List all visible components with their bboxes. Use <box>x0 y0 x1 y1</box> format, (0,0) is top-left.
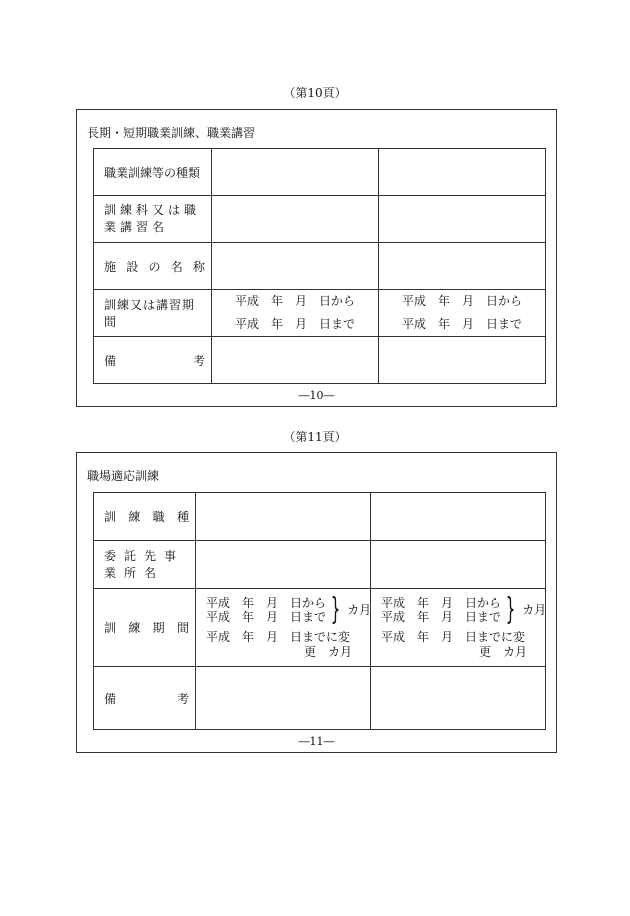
cell-training-type-2[interactable] <box>379 149 546 196</box>
extension-line-1: 平成 年 月 日までに変 <box>381 629 526 644</box>
label-char: 期 <box>152 621 165 635</box>
label-job-type <box>104 508 189 525</box>
page-label-11: （第11頁） <box>283 430 347 444</box>
page-label-10: （第10頁） <box>283 86 347 100</box>
right-brace-icon: } <box>330 591 341 627</box>
label-char: 訓 <box>104 621 117 635</box>
label-char: 考 <box>176 691 189 706</box>
period-from: 平成 年 月 日から <box>234 294 355 308</box>
label-training-period <box>104 619 189 636</box>
cell-contractor-2[interactable] <box>371 541 546 589</box>
cell-job-type-2[interactable] <box>371 493 546 541</box>
label-char: の <box>148 259 161 274</box>
months-label: カ月 <box>522 603 547 617</box>
cell-remarks-1[interactable] <box>212 337 379 384</box>
right-brace-icon: } <box>505 591 516 627</box>
label-char: 間 <box>176 621 189 635</box>
period-range <box>196 591 372 627</box>
cell-training-period-2[interactable] <box>371 589 546 667</box>
period-from: 平成 年 月 日から <box>381 595 502 610</box>
period-from: 平成 年 月 日から <box>206 595 327 610</box>
label-char: 備 <box>104 691 117 706</box>
section-title-10: 長期・短期職業訓練、職業講習 <box>87 126 256 140</box>
period-range <box>371 591 547 627</box>
cell-job-type-1[interactable] <box>196 493 371 541</box>
cell-remarks-2[interactable] <box>379 337 546 384</box>
cell-facility-1[interactable] <box>212 243 379 290</box>
label-char: 練 <box>128 510 141 524</box>
label-training-type: 職業訓練等の種類 <box>94 149 212 196</box>
table-row <box>94 541 546 589</box>
table-row <box>94 493 546 541</box>
form-frame-11 <box>76 452 557 753</box>
training-table-11 <box>93 492 546 730</box>
cell-contractor-1[interactable] <box>196 541 371 589</box>
period-to: 平成 年 月 日まで <box>381 609 502 624</box>
label-char: 名 <box>170 259 183 274</box>
cell-period-1[interactable] <box>212 290 379 337</box>
label-char: 種 <box>176 510 189 524</box>
cell-facility-2[interactable] <box>379 243 546 290</box>
period-to: 平成 年 月 日まで <box>206 609 327 624</box>
period-extension <box>371 630 545 660</box>
label-course-name: 訓練科又は職業講習名 <box>104 203 201 234</box>
label-char: 備 <box>104 353 117 368</box>
label-char: 職 <box>152 510 165 524</box>
page-number-10: ―10― <box>298 389 335 402</box>
cell-remarks-1[interactable] <box>196 667 371 730</box>
section-title-11: 職場適応訓練 <box>87 469 160 483</box>
cell-remarks-2[interactable] <box>371 667 546 730</box>
table-row <box>94 589 546 667</box>
label-contractor: 委託先事業所名 <box>104 548 185 580</box>
label-char: 考 <box>192 353 205 368</box>
extension-line-1: 平成 年 月 日までに変 <box>206 629 351 644</box>
label-char: 設 <box>126 259 139 274</box>
label-text: 訓練又は講習期間 <box>104 298 196 329</box>
cell-course-name-1[interactable] <box>212 196 379 243</box>
label-period <box>104 296 205 330</box>
period-from: 平成 年 月 日から <box>401 294 522 308</box>
months-label: カ月 <box>347 603 372 617</box>
label-facility-name <box>104 258 205 275</box>
cell-course-name-2[interactable] <box>379 196 546 243</box>
label-remarks <box>104 352 205 369</box>
extension-line-2: 更 カ月 <box>303 644 352 659</box>
table-row <box>94 667 546 730</box>
table-row <box>94 337 546 384</box>
period-to: 平成 年 月 日まで <box>401 317 522 331</box>
cell-period-2[interactable] <box>379 290 546 337</box>
table-row <box>94 243 546 290</box>
extension-line-2: 更 カ月 <box>478 644 527 659</box>
period-extension <box>196 630 370 660</box>
label-remarks <box>104 690 189 707</box>
table-row <box>94 149 546 196</box>
label-char: 称 <box>192 259 205 274</box>
page-number-11: ―11― <box>298 735 335 748</box>
label-char: 訓 <box>104 510 117 524</box>
form-frame-10 <box>76 109 557 407</box>
cell-training-period-1[interactable] <box>196 589 371 667</box>
label-char: 施 <box>104 259 117 274</box>
table-row <box>94 196 546 243</box>
label-char: 練 <box>128 621 141 635</box>
period-to: 平成 年 月 日まで <box>234 317 355 331</box>
training-table-10 <box>93 148 546 384</box>
cell-training-type-1[interactable] <box>212 149 379 196</box>
table-row <box>94 290 546 337</box>
